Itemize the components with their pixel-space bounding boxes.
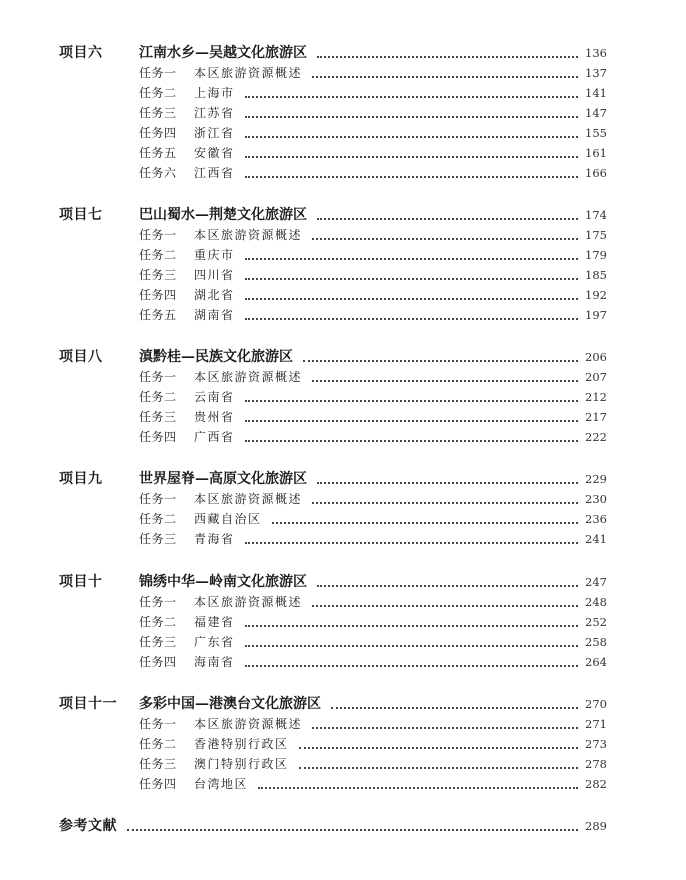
dot-leader (299, 747, 578, 749)
task-title: 福建省 (194, 615, 235, 629)
task-label: 任务二 (139, 86, 177, 100)
dot-leader (245, 96, 578, 98)
dot-leader (245, 156, 578, 158)
task-title: 重庆市 (194, 248, 235, 262)
section-page-number: 174 (585, 208, 607, 222)
task-row[interactable] (0, 509, 686, 529)
task-label: 任务三 (139, 106, 177, 120)
task-label: 任务四 (139, 126, 177, 140)
task-label: 任务三 (139, 410, 177, 424)
task-page-number: 241 (585, 532, 607, 546)
task-label: 任务二 (139, 737, 177, 751)
dot-leader (245, 400, 578, 402)
task-page-number: 248 (585, 595, 607, 609)
dot-leader (303, 360, 578, 362)
dot-leader (258, 787, 578, 789)
task-title: 云南省 (194, 390, 235, 404)
task-label: 任务二 (139, 248, 177, 262)
section-title: 滇黔桂—民族文化旅游区 (139, 349, 293, 365)
task-title: 贵州省 (194, 410, 235, 424)
dot-leader (312, 76, 578, 78)
task-page-number: 207 (585, 370, 607, 384)
task-page-number: 166 (585, 166, 607, 180)
section-row[interactable] (0, 43, 686, 63)
section-title: 巴山蜀水—荆楚文化旅游区 (139, 207, 307, 223)
dot-leader (245, 258, 578, 260)
references-row[interactable] (0, 816, 686, 836)
task-label: 任务六 (139, 166, 177, 180)
dot-leader (312, 238, 578, 240)
task-row[interactable] (0, 285, 686, 305)
task-label: 任务五 (139, 308, 177, 322)
task-title: 江西省 (194, 166, 235, 180)
task-page-number: 137 (585, 66, 607, 80)
dot-leader (245, 116, 578, 118)
task-page-number: 282 (585, 777, 607, 791)
task-row[interactable] (0, 427, 686, 447)
section-title: 江南水乡—吴越文化旅游区 (139, 45, 307, 61)
task-row[interactable] (0, 774, 686, 794)
dot-leader (312, 380, 578, 382)
task-row[interactable] (0, 305, 686, 325)
task-title: 广东省 (194, 635, 235, 649)
task-label: 任务三 (139, 532, 177, 546)
task-page-number: 236 (585, 512, 607, 526)
section-title: 多彩中国—港澳台文化旅游区 (139, 696, 321, 712)
task-row[interactable] (0, 265, 686, 285)
task-page-number: 222 (585, 430, 607, 444)
dot-leader (245, 440, 578, 442)
task-title: 江苏省 (194, 106, 235, 120)
task-label: 任务一 (139, 66, 177, 80)
section-page-number: 270 (585, 697, 607, 711)
task-row[interactable] (0, 367, 686, 387)
task-page-number: 217 (585, 410, 607, 424)
task-title: 本区旅游资源概述 (194, 717, 303, 731)
task-title: 湖北省 (194, 288, 235, 302)
references-label: 参考文献 (59, 818, 117, 834)
section-page-number: 247 (585, 575, 607, 589)
task-row[interactable] (0, 489, 686, 509)
task-label: 任务一 (139, 595, 177, 609)
task-page-number: 258 (585, 635, 607, 649)
task-title: 青海省 (194, 532, 235, 546)
task-title: 本区旅游资源概述 (194, 370, 303, 384)
task-label: 任务二 (139, 390, 177, 404)
task-title: 浙江省 (194, 126, 235, 140)
task-title: 上海市 (194, 86, 235, 100)
dot-leader (245, 420, 578, 422)
task-label: 任务三 (139, 757, 177, 771)
task-page-number: 197 (585, 308, 607, 322)
task-row[interactable] (0, 592, 686, 612)
dot-leader (317, 56, 578, 58)
task-title: 安徽省 (194, 146, 235, 160)
task-title: 本区旅游资源概述 (194, 595, 303, 609)
dot-leader (245, 298, 578, 300)
task-label: 任务一 (139, 717, 177, 731)
task-page-number: 179 (585, 248, 607, 262)
task-label: 任务一 (139, 370, 177, 384)
dot-leader (317, 218, 578, 220)
section-title: 世界屋脊—高原文化旅游区 (139, 471, 307, 487)
task-row[interactable] (0, 163, 686, 183)
task-label: 任务二 (139, 512, 177, 526)
section-row[interactable] (0, 469, 686, 489)
dot-leader (245, 278, 578, 280)
task-title: 西藏自治区 (194, 512, 262, 526)
section-label: 项目八 (59, 349, 103, 365)
task-page-number: 252 (585, 615, 607, 629)
task-row[interactable] (0, 245, 686, 265)
task-title: 湖南省 (194, 308, 235, 322)
dot-leader (245, 136, 578, 138)
task-row[interactable] (0, 612, 686, 632)
dot-leader (245, 542, 578, 544)
dot-leader (299, 767, 578, 769)
section-label: 项目七 (59, 207, 103, 223)
task-row[interactable] (0, 714, 686, 734)
dot-leader (245, 645, 578, 647)
task-row[interactable] (0, 407, 686, 427)
task-page-number: 185 (585, 268, 607, 282)
references-page-number: 289 (585, 819, 607, 833)
task-label: 任务四 (139, 430, 177, 444)
section-label: 项目十一 (59, 696, 117, 712)
task-row[interactable] (0, 103, 686, 123)
dot-leader (331, 707, 578, 709)
section-page-number: 229 (585, 472, 607, 486)
task-title: 海南省 (194, 655, 235, 669)
dot-leader (245, 176, 578, 178)
task-label: 任务三 (139, 635, 177, 649)
dot-leader (312, 502, 578, 504)
task-row[interactable] (0, 63, 686, 83)
section-row[interactable] (0, 694, 686, 714)
task-title: 台湾地区 (194, 777, 249, 791)
task-label: 任务三 (139, 268, 177, 282)
dot-leader (312, 727, 578, 729)
task-row[interactable] (0, 529, 686, 549)
section-page-number: 136 (585, 46, 607, 60)
task-title: 本区旅游资源概述 (194, 492, 303, 506)
task-row[interactable] (0, 225, 686, 245)
dot-leader (312, 605, 578, 607)
task-title: 本区旅游资源概述 (194, 66, 303, 80)
task-page-number: 147 (585, 106, 607, 120)
section-label: 项目十 (59, 574, 103, 590)
section-row[interactable] (0, 347, 686, 367)
task-page-number: 155 (585, 126, 607, 140)
section-page-number: 206 (585, 350, 607, 364)
section-row[interactable] (0, 572, 686, 592)
task-row[interactable] (0, 143, 686, 163)
task-page-number: 212 (585, 390, 607, 404)
task-row[interactable] (0, 754, 686, 774)
dot-leader (245, 318, 578, 320)
dot-leader (317, 482, 578, 484)
task-title: 四川省 (194, 268, 235, 282)
section-label: 项目六 (59, 45, 103, 61)
task-label: 任务一 (139, 228, 177, 242)
task-label: 任务一 (139, 492, 177, 506)
dot-leader (245, 625, 578, 627)
task-label: 任务二 (139, 615, 177, 629)
section-row[interactable] (0, 205, 686, 225)
task-title: 澳门特别行政区 (194, 757, 289, 771)
dot-leader (272, 522, 578, 524)
section-title: 锦绣中华—岭南文化旅游区 (139, 574, 307, 590)
task-page-number: 273 (585, 737, 607, 751)
task-label: 任务四 (139, 288, 177, 302)
task-title: 广西省 (194, 430, 235, 444)
task-label: 任务五 (139, 146, 177, 160)
task-page-number: 278 (585, 757, 607, 771)
section-label: 项目九 (59, 471, 103, 487)
task-page-number: 264 (585, 655, 607, 669)
task-page-number: 192 (585, 288, 607, 302)
task-label: 任务四 (139, 655, 177, 669)
task-page-number: 230 (585, 492, 607, 506)
task-page-number: 161 (585, 146, 607, 160)
dot-leader (317, 585, 578, 587)
task-row[interactable] (0, 652, 686, 672)
task-title: 香港特别行政区 (194, 737, 289, 751)
task-row[interactable] (0, 123, 686, 143)
task-page-number: 141 (585, 86, 607, 100)
task-page-number: 271 (585, 717, 607, 731)
task-row[interactable] (0, 83, 686, 103)
dot-leader (127, 829, 578, 831)
task-row[interactable] (0, 734, 686, 754)
dot-leader (245, 665, 578, 667)
task-row[interactable] (0, 632, 686, 652)
task-label: 任务四 (139, 777, 177, 791)
task-page-number: 175 (585, 228, 607, 242)
task-title: 本区旅游资源概述 (194, 228, 303, 242)
task-row[interactable] (0, 387, 686, 407)
